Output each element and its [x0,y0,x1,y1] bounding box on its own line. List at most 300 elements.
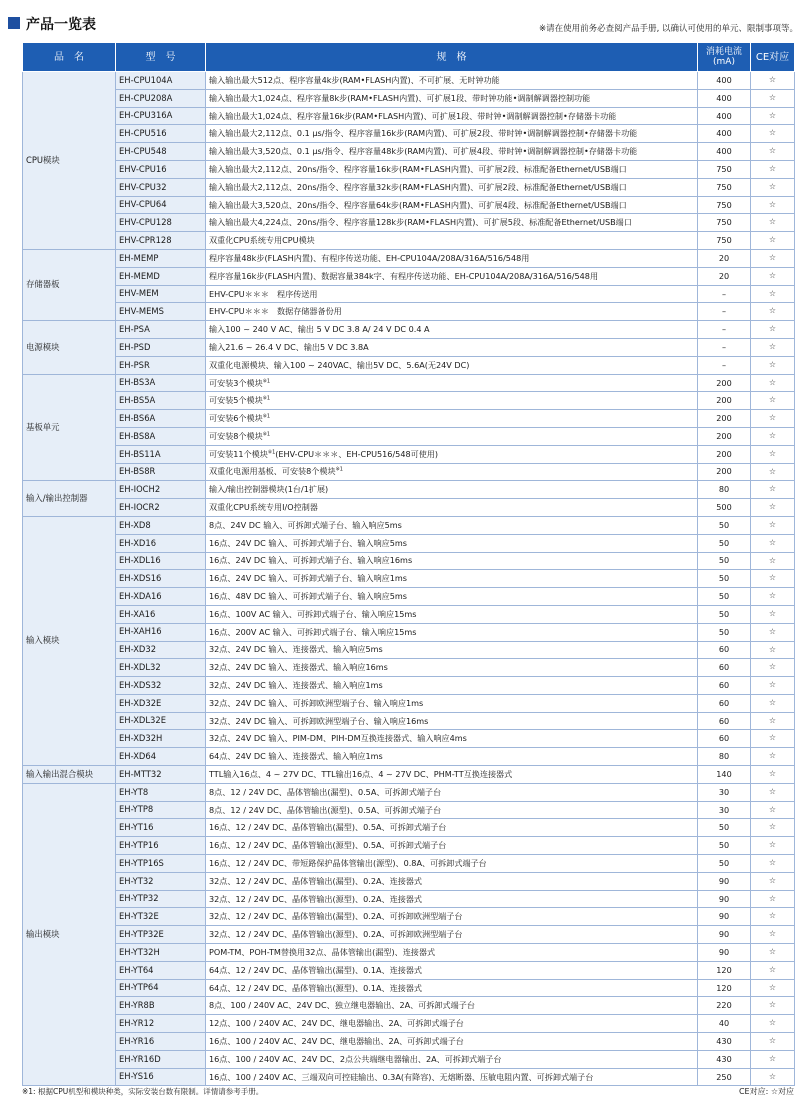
ce-star-icon: ☆ [751,677,795,695]
ce-star-icon: ☆ [751,214,795,232]
spec-cell [206,872,698,890]
spec-cell [206,855,698,873]
table-row [23,534,795,552]
model-cell: EHV-CPR128 [116,232,206,250]
power-cell: 50 [698,855,751,873]
model-cell: EH-XDL16 [116,552,206,570]
table-row [23,356,795,374]
table-row [23,143,795,161]
ce-star-icon: ☆ [751,748,795,766]
spec-text: 双重化电源模块、输入100 ~ 240VAC、输出5V DC、5.6A(无24V DC) [209,359,470,370]
ce-star-icon: ☆ [751,232,795,250]
spec-text: 16点、200V AC 输入、可拆卸式端子台、输入响应15ms [209,626,417,637]
spec-cell [206,552,698,570]
ce-star-icon: ☆ [751,855,795,873]
power-cell: 750 [698,232,751,250]
spec-cell [206,72,698,90]
spec-cell [206,944,698,962]
spec-text: 16点、100 / 240V AC、24V DC、2点公共端继电器输出、2A、可拆卸式端子台 [209,1053,502,1064]
footnote-marker: ※1 [262,395,271,402]
table-row [23,374,795,392]
table-row [23,392,795,410]
power-cell: 400 [698,89,751,107]
spec-text: 8点、12 / 24V DC、晶体管输出(漏型)、0.5A、可拆卸式端子台 [209,786,442,797]
ce-star-icon: ☆ [751,623,795,641]
spec-text: 输入输出最大1,024点、程序容量16k步(RAM•FLASH内置)、可扩展1段、带时钟•调制解调器控制•存储器卡功能 [209,110,617,121]
table-row [23,232,795,250]
spec-cell [206,516,698,534]
ce-star-icon: ☆ [751,694,795,712]
model-cell: EH-IOCH2 [116,481,206,499]
ce-star-icon: ☆ [751,712,795,730]
model-cell: EH-YT64 [116,961,206,979]
model-cell: EH-XDS32 [116,677,206,695]
page-header [8,14,798,36]
spec-text: 32点、12 / 24V DC、晶体管输出(漏型)、0.2A、可拆卸欧洲型端子台 [209,911,463,922]
ce-star-icon: ☆ [751,570,795,588]
table-row [23,303,795,321]
spec-text: 16点、24V DC 输入、可拆卸式端子台、输入响应5ms [209,537,408,548]
model-cell: EH-YR16 [116,1033,206,1051]
ce-star-icon: ☆ [751,196,795,214]
spec-cell [206,801,698,819]
spec-text: 32点、24V DC 输入、连接器式、输入响应16ms [209,662,388,673]
table-row [23,196,795,214]
spec-text: 输入100 ~ 240 V AC、输出 5 V DC 3.8 A/ 24 V DC 0.4 A [209,324,430,335]
table-row [23,1015,795,1033]
power-cell: 50 [698,623,751,641]
spec-text: 双重化CPU系统专用CPU模块 [209,235,315,246]
power-cell: 430 [698,1050,751,1068]
model-cell: EHV-CPU64 [116,196,206,214]
spec-cell [206,730,698,748]
table-row [23,516,795,534]
power-cell: 750 [698,214,751,232]
footnote-marker: ※1 [262,377,271,384]
spec-cell [206,445,698,463]
model-cell: EH-BS5A [116,392,206,410]
model-cell: EH-YTP16 [116,837,206,855]
power-cell: 200 [698,427,751,445]
power-cell: – [698,356,751,374]
ce-star-icon: ☆ [751,107,795,125]
ce-star-icon: ☆ [751,321,795,339]
spec-text: 32点、24V DC 输入、连接器式、输入响应5ms [209,644,383,655]
model-cell: EH-XD8 [116,516,206,534]
table-row [23,605,795,623]
table-row [23,730,795,748]
power-cell: – [698,321,751,339]
model-cell: EH-XD32 [116,641,206,659]
model-cell: EH-BS3A [116,374,206,392]
power-cell: 90 [698,926,751,944]
product-table [22,42,795,1086]
table-row [23,338,795,356]
spec-text: 输入输出最大1,024点、程序容量8k步(RAM•FLASH内置)、可扩展1段、带时钟功能•调制解调器控制功能 [209,92,591,103]
spec-cell [206,178,698,196]
model-cell: EH-IOCR2 [116,499,206,517]
model-cell: EH-CPU548 [116,143,206,161]
spec-text: 程序容量48k步(FLASH内置)、有程序传送功能、EH-CPU104A/208A/316A/516/548用 [209,252,530,263]
table-row [23,819,795,837]
ce-star-icon: ☆ [751,801,795,819]
spec-text: 32点、12 / 24V DC、晶体管输出(源型)、0.2A、可拆卸欧洲型端子台 [209,929,463,940]
table-row [23,160,795,178]
model-cell: EH-YTP32E [116,926,206,944]
model-cell: EH-BS6A [116,410,206,428]
spec-text: 16点、100 / 240V AC、24V DC、继电器输出、2A、可拆卸式端子台 [209,1035,464,1046]
ce-star-icon: ☆ [751,872,795,890]
spec-text: 输入21.6 ~ 26.4 V DC、输出5 V DC 3.8A [209,341,369,352]
column-header-category: 品 名 [23,43,116,72]
model-cell: EH-CPU208A [116,89,206,107]
table-row [23,445,795,463]
table-row [23,908,795,926]
ce-star-icon: ☆ [751,837,795,855]
power-cell: 60 [698,712,751,730]
spec-cell [206,249,698,267]
spec-text: 32点、12 / 24V DC、晶体管输出(漏型)、0.2A、连接器式 [209,875,422,886]
table-row [23,125,795,143]
power-cell: 50 [698,588,751,606]
ce-star-icon: ☆ [751,997,795,1015]
model-cell: EH-BS8R [116,463,206,481]
spec-cell [206,374,698,392]
power-cell: 430 [698,1033,751,1051]
model-cell: EHV-MEMS [116,303,206,321]
spec-cell [206,766,698,784]
power-cell: 50 [698,534,751,552]
ce-star-icon: ☆ [751,552,795,570]
table-row [23,249,795,267]
spec-text: 8点、24V DC 输入、可拆卸式端子台、输入响应5ms [209,519,402,530]
ce-star-icon: ☆ [751,534,795,552]
spec-cell [206,694,698,712]
power-cell: 50 [698,605,751,623]
table-row [23,588,795,606]
model-cell: EH-XAH16 [116,623,206,641]
spec-cell [206,232,698,250]
table-row [23,178,795,196]
ce-star-icon: ☆ [751,944,795,962]
category-cell: 输入/输出控制器 [23,481,116,517]
ce-star-icon: ☆ [751,890,795,908]
column-header-model: 型 号 [116,43,206,72]
spec-cell [206,588,698,606]
power-cell: 200 [698,445,751,463]
table-row [23,748,795,766]
spec-text: 12点、100 / 240V AC、24V DC、继电器输出、2A、可拆卸式端子台 [209,1018,464,1029]
power-cell: 500 [698,499,751,517]
power-cell: 80 [698,748,751,766]
power-cell: 200 [698,392,751,410]
model-cell: EH-PSA [116,321,206,339]
table-row [23,552,795,570]
model-cell: EH-YTP16S [116,855,206,873]
model-cell: EH-XD16 [116,534,206,552]
spec-cell [206,997,698,1015]
spec-cell [206,926,698,944]
power-cell: 400 [698,72,751,90]
spec-text: 可安装5个模块 [209,395,263,406]
power-cell: 200 [698,374,751,392]
spec-cell [206,356,698,374]
table-row [23,107,795,125]
ce-star-icon: ☆ [751,908,795,926]
spec-text: 输入输出最大2,112点、20ns/指令、程序容量32k步(RAM•FLASH内置)、可扩展2段、标准配备Ethernet/USB端口 [209,181,627,192]
ce-star-icon: ☆ [751,1033,795,1051]
power-cell: 60 [698,641,751,659]
spec-cell [206,392,698,410]
spec-text: 32点、24V DC 输入、可拆卸欧洲型端子台、输入响应16ms [209,715,429,726]
ce-star-icon: ☆ [751,641,795,659]
power-cell: 90 [698,908,751,926]
spec-text: EHV-CPU＊＊＊ 数据存储器备份用 [209,306,342,317]
power-cell: 80 [698,481,751,499]
ce-star-icon: ☆ [751,819,795,837]
power-header-line2: (mA) [713,57,735,67]
ce-star-icon: ☆ [751,160,795,178]
spec-text: 双重化CPU系统专用I/O控制器 [209,502,318,513]
table-row [23,837,795,855]
ce-star-icon: ☆ [751,1050,795,1068]
power-cell: 90 [698,890,751,908]
spec-text: 16点、12 / 24V DC、晶体管输出(漏型)、0.5A、可拆卸式端子台 [209,822,447,833]
spec-text: 输入输出最大3,520点、0.1 μs/指令、程序容量48k步(RAM内置)、可扩展4段、带时钟•调制解调器控制•存储器卡功能 [209,146,638,157]
table-row [23,961,795,979]
model-cell: EHV-MEM [116,285,206,303]
table-row [23,1050,795,1068]
spec-cell [206,499,698,517]
ce-star-icon: ☆ [751,392,795,410]
power-cell: 60 [698,677,751,695]
table-row [23,944,795,962]
power-cell: 90 [698,944,751,962]
spec-cell [206,837,698,855]
spec-text: 64点、12 / 24V DC、晶体管输出(源型)、0.1A、连接器式 [209,982,422,993]
spec-text: 可安装11个模块 [209,448,268,459]
model-cell: EH-PSR [116,356,206,374]
ce-star-icon: ☆ [751,516,795,534]
spec-cell [206,427,698,445]
spec-cell [206,481,698,499]
table-row [23,979,795,997]
spec-text: 输入/输出控制器模块(1台/1扩展) [209,484,329,495]
category-cell: 输入模块 [23,516,116,765]
spec-text: 32点、24V DC 输入、可拆卸欧洲型端子台、输入响应1ms [209,697,424,708]
spec-cell [206,605,698,623]
footnote-marker: ※1 [267,449,276,455]
spec-text: 程序容量16k步(FLASH内置)、数据容量384k字、有程序传送功能、EH-CPU104A/208A/316A/516/548用 [209,270,599,281]
spec-cell [206,107,698,125]
spec-text: 输入输出最大3,520点、20ns/指令、程序容量64k步(RAM•FLASH内置)、可扩展4段、标准配备Ethernet/USB端口 [209,199,627,210]
spec-text: TTL输入16点、4 ~ 27V DC、TTL输出16点、4 ~ 27V DC、PHM-TT互换连接器式 [209,769,513,780]
ce-star-icon: ☆ [751,783,795,801]
table-row [23,267,795,285]
ce-star-icon: ☆ [751,267,795,285]
model-cell: EH-PSD [116,338,206,356]
footnote-marker: ※1 [262,413,271,420]
table-row [23,1033,795,1051]
model-cell: EH-MTT32 [116,766,206,784]
model-cell: EHV-CPU128 [116,214,206,232]
model-cell: EH-XDA16 [116,588,206,606]
power-cell: 750 [698,160,751,178]
ce-star-icon: ☆ [751,1015,795,1033]
category-cell: 电源模块 [23,321,116,374]
spec-cell [206,214,698,232]
power-cell: 60 [698,694,751,712]
spec-cell [206,410,698,428]
model-cell: EH-XDS16 [116,570,206,588]
spec-cell [206,89,698,107]
table-row [23,427,795,445]
spec-text: 可安装6个模块 [209,413,263,424]
spec-text: 16点、100 / 240V AC、三端双向可控硅输出、0.3A(有降容)、无熔断器、压敏电阻内置、可拆卸式端子台 [209,1071,594,1082]
power-cell: 400 [698,125,751,143]
ce-star-icon: ☆ [751,178,795,196]
footnote-marker: ※1 [262,431,271,438]
spec-text: 32点、12 / 24V DC、晶体管输出(源型)、0.2A、连接器式 [209,893,422,904]
model-cell: EH-YR16D [116,1050,206,1068]
ce-legend: CE对应: ☆对应 [738,1087,794,1096]
spec-text: 双重化电源用基板、可安装8个模块 [209,466,336,477]
power-cell: 50 [698,516,751,534]
table-row [23,499,795,517]
spec-cell [206,677,698,695]
ce-star-icon: ☆ [751,427,795,445]
power-cell: 60 [698,730,751,748]
power-cell: 200 [698,463,751,481]
footnote: ※1: 根据CPU机型和模块种类，实际安装台数有限制。详情请参考手册。 [22,1087,264,1096]
spec-text: 输入输出最大512点、程序容量4k步(RAM•FLASH内置)、不可扩展、无时钟功能 [209,74,500,85]
power-cell: 40 [698,1015,751,1033]
spec-cell [206,338,698,356]
power-cell: 140 [698,766,751,784]
ce-star-icon: ☆ [751,463,795,481]
power-cell: – [698,285,751,303]
table-row [23,855,795,873]
ce-star-icon: ☆ [751,730,795,748]
power-cell: 220 [698,997,751,1015]
ce-star-icon: ☆ [751,303,795,321]
spec-text: 可安装8个模块 [209,430,263,441]
spec-cell [206,267,698,285]
spec-text: 可安装3个模块 [209,377,263,388]
model-cell: EH-MEMD [116,267,206,285]
power-cell: 250 [698,1068,751,1086]
spec-text: 64点、24V DC 输入、连接器式、输入响应1ms [209,751,383,762]
model-cell: EH-XA16 [116,605,206,623]
ce-star-icon: ☆ [751,143,795,161]
page-footer [22,1086,794,1100]
spec-cell [206,570,698,588]
spec-text: 16点、24V DC 输入、可拆卸式端子台、输入响应1ms [209,573,408,584]
ce-star-icon: ☆ [751,659,795,677]
ce-star-icon: ☆ [751,410,795,428]
table-row [23,872,795,890]
spec-cell [206,961,698,979]
spec-text: 输入输出最大2,112点、0.1 μs/指令、程序容量16k步(RAM内置)、可扩展2段、带时钟•调制解调器控制•存储器卡功能 [209,128,638,139]
ce-star-icon: ☆ [751,249,795,267]
spec-cell [206,160,698,178]
power-cell: 20 [698,249,751,267]
power-header-line1: 消耗电流 [705,46,742,57]
spec-cell [206,321,698,339]
power-cell: 30 [698,801,751,819]
spec-text: 16点、12 / 24V DC、带短路保护晶体管输出(源型)、0.8A、可拆卸式端子台 [209,858,487,869]
column-header-power [698,43,751,72]
spec-cell [206,783,698,801]
spec-cell [206,303,698,321]
table-row [23,570,795,588]
table-row [23,321,795,339]
power-cell: 50 [698,570,751,588]
spec-cell [206,196,698,214]
model-cell: EH-XDL32E [116,712,206,730]
power-cell: 50 [698,552,751,570]
column-header-spec: 规 格 [206,43,698,72]
spec-cell [206,1068,698,1086]
power-cell: 120 [698,979,751,997]
power-cell: 750 [698,196,751,214]
power-cell: – [698,338,751,356]
spec-text: EHV-CPU＊＊＊ 程序传送用 [209,288,318,299]
table-row [23,72,795,90]
ce-star-icon: ☆ [751,445,795,463]
model-cell: EH-CPU316A [116,107,206,125]
ce-star-icon: ☆ [751,356,795,374]
spec-text: 32点、24V DC 输入、连接器式、输入响应1ms [209,680,383,691]
spec-cell [206,890,698,908]
category-cell: 输入输出混合模块 [23,766,116,784]
model-cell: EH-XD64 [116,748,206,766]
power-cell: 200 [698,410,751,428]
category-cell: 存储器板 [23,249,116,320]
category-cell: 输出模块 [23,783,116,1086]
table-row [23,481,795,499]
usage-notice: ※请在使用前务必查阅产品手册, 以确认可使用的单元、限制事项等。 [538,24,798,34]
power-cell: 90 [698,872,751,890]
spec-text: 32点、24V DC 输入、PIM-DM、PIH-DM互换连接器式、输入响应4ms [209,733,467,744]
model-cell: EH-YR12 [116,1015,206,1033]
model-cell: EH-XDL32 [116,659,206,677]
table-body [23,72,795,1086]
model-cell: EH-CPU516 [116,125,206,143]
spec-text: 16点、100V AC 输入、可拆卸式端子台、输入响应15ms [209,608,417,619]
model-cell: EH-YT32 [116,872,206,890]
model-cell: EH-YT32E [116,908,206,926]
spec-cell [206,979,698,997]
ce-star-icon: ☆ [751,588,795,606]
table-row [23,89,795,107]
model-cell: EH-YTP32 [116,890,206,908]
ce-star-icon: ☆ [751,125,795,143]
title-marker-icon [8,17,20,29]
table-row [23,659,795,677]
spec-cell [206,748,698,766]
category-cell: CPU模块 [23,72,116,250]
spec-text: 8点、12 / 24V DC、晶体管输出(源型)、0.5A、可拆卸式端子台 [209,804,442,815]
table-row [23,712,795,730]
spec-cell [206,285,698,303]
spec-text-tail: (EHV-CPU＊＊＊、EH-CPU516/548可使用) [275,448,439,459]
model-cell: EH-MEMP [116,249,206,267]
power-cell: – [698,303,751,321]
spec-text: 8点、100 / 240V AC、24V DC、独立继电器输出、2A、可拆卸式端子台 [209,1000,475,1011]
spec-cell [206,908,698,926]
ce-star-icon: ☆ [751,89,795,107]
